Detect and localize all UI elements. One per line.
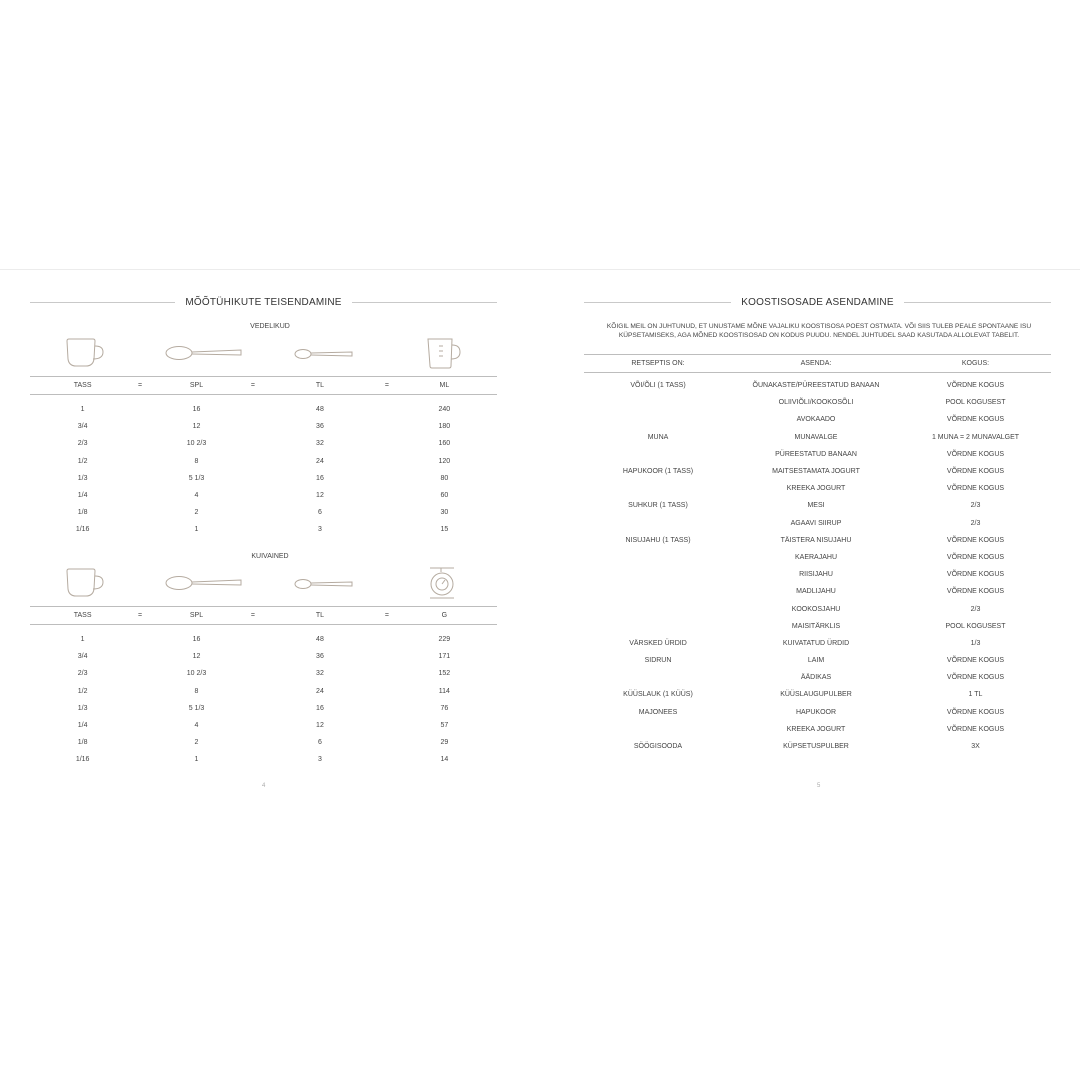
table-row xyxy=(30,487,497,504)
table-cell: SÖÖGISOODA xyxy=(633,743,683,751)
table-cell: 160 xyxy=(438,440,451,448)
col-header-spl: SPL xyxy=(189,382,204,389)
table-cell: KREEKA JOGURT xyxy=(786,485,846,493)
cup-icon xyxy=(64,337,106,369)
col-header-equals: = xyxy=(138,612,143,619)
col-header-replace: ASENDA: xyxy=(800,360,832,367)
table-cell: VÕRDNE KOGUS xyxy=(946,485,1005,493)
table-cell: KÜPSETUSPULBER xyxy=(783,743,849,751)
table-cell: 60 xyxy=(440,492,449,500)
table-row xyxy=(584,721,1051,738)
col-header-tl: TL xyxy=(315,612,325,619)
table-row xyxy=(584,549,1051,566)
table-cell: SIDRUN xyxy=(644,657,672,665)
table-cell: HAPUKOOR (1 TASS) xyxy=(622,468,694,476)
table-cell: PÜREESTATUD BANAAN xyxy=(775,450,857,458)
table-row xyxy=(584,618,1051,635)
table-cell: MUNAVALGE xyxy=(794,433,838,441)
table-row xyxy=(30,521,497,538)
table-cell: MADLIJAHU xyxy=(796,588,836,596)
table-row xyxy=(584,600,1051,617)
table-cell: 36 xyxy=(316,423,324,431)
table-row xyxy=(584,583,1051,600)
table-cell: 3 xyxy=(318,526,322,534)
table-cell: 1 xyxy=(194,526,199,534)
col-header-recipe-has: RETSEPTIS ON: xyxy=(631,360,685,367)
table-cell: 10 2/3 xyxy=(186,670,207,678)
table-cell: 12 xyxy=(192,423,201,431)
table-cell: 32 xyxy=(316,440,324,448)
col-header-spl: SPL xyxy=(189,612,204,619)
table-cell: MAJONEES xyxy=(638,708,678,716)
table-cell: 16 xyxy=(316,704,324,712)
table-cell: VÕRDNE KOGUS xyxy=(946,416,1005,424)
table-row xyxy=(30,700,497,717)
table-cell: 1/16 xyxy=(75,756,90,764)
table-cell: KREEKA JOGURT xyxy=(786,725,846,733)
substitution-table-body xyxy=(584,373,1051,755)
table-cell: AVOKAADO xyxy=(796,416,836,424)
liquids-subhead: VEDELIKUD xyxy=(250,323,290,330)
table-cell: 1/8 xyxy=(77,739,88,747)
table-cell: 57 xyxy=(440,722,449,730)
table-cell: VÕRDNE KOGUS xyxy=(946,382,1005,390)
table-cell: 1/2 xyxy=(77,457,88,465)
table-cell: 2 xyxy=(194,739,199,747)
dry-table-header xyxy=(30,606,497,625)
table-cell: 30 xyxy=(440,509,449,517)
table-cell: 1/4 xyxy=(77,722,88,730)
table-cell: 12 xyxy=(316,492,324,500)
table-cell: 1/16 xyxy=(75,526,90,534)
page-title: KOOSTISOSADE ASENDAMINE xyxy=(741,296,894,308)
table-cell: KUIVATATUD ÜRDID xyxy=(782,639,850,647)
table-cell: 80 xyxy=(440,474,449,482)
table-cell: VÕRDNE KOGUS xyxy=(946,571,1005,579)
table-cell: 2/3 xyxy=(77,440,88,448)
col-header-amount: KOGUS: xyxy=(961,360,990,367)
table-cell: 2/3 xyxy=(970,502,981,510)
table-cell: MUNA xyxy=(647,433,669,441)
table-cell: KÜÜSLAUK (1 KÜÜS) xyxy=(623,691,693,699)
col-header-equals: = xyxy=(250,612,256,619)
table-cell: 114 xyxy=(438,687,450,695)
table-row xyxy=(584,497,1051,514)
col-header-equals: = xyxy=(384,612,389,619)
table-cell: 76 xyxy=(440,704,449,712)
kitchen-scale-icon xyxy=(424,565,460,601)
table-row xyxy=(584,480,1051,497)
tablespoon-icon xyxy=(165,575,243,591)
table-cell: 3X xyxy=(971,743,980,751)
table-cell: POOL KOGUSEST xyxy=(945,399,1006,407)
page-title: MÕÕTÜHIKUTE TEISENDAMINE xyxy=(185,296,342,308)
table-cell: 6 xyxy=(318,739,322,747)
table-row xyxy=(30,470,497,487)
table-row xyxy=(30,734,497,751)
table-cell: 16 xyxy=(192,636,201,644)
table-cell: MESI xyxy=(807,502,825,510)
table-cell: VÕRDNE KOGUS xyxy=(946,657,1005,665)
table-cell: TÄISTERA NISUJAHU xyxy=(780,536,852,544)
table-cell: 3/4 xyxy=(77,423,88,431)
table-row xyxy=(584,652,1051,669)
table-cell: VÕRDNE KOGUS xyxy=(946,674,1005,682)
substitution-table xyxy=(584,354,1051,755)
tablespoon-icon xyxy=(165,345,243,361)
table-row xyxy=(584,738,1051,755)
table-cell: 3/4 xyxy=(77,653,88,661)
table-cell: LAIM xyxy=(807,657,825,665)
table-row xyxy=(30,717,497,734)
table-row xyxy=(30,435,497,452)
table-cell: 180 xyxy=(438,423,451,431)
col-header-g: G xyxy=(441,612,448,619)
table-cell: 4 xyxy=(194,722,199,730)
right-section-title xyxy=(584,295,1051,309)
table-row xyxy=(584,446,1051,463)
table-cell: 3 xyxy=(318,756,322,764)
table-cell: 152 xyxy=(438,670,451,678)
table-cell: 14 xyxy=(440,756,449,764)
table-cell: 48 xyxy=(316,636,324,644)
substitution-table-header xyxy=(584,354,1051,373)
dry-subhead: KUIVAINED xyxy=(251,553,289,560)
left-page xyxy=(0,270,540,810)
page-number-left: 4 xyxy=(262,783,266,789)
table-cell: KÜÜSLAUGUPULBER xyxy=(780,691,852,699)
table-cell: 2 xyxy=(194,509,199,517)
table-cell: 6 xyxy=(318,509,322,517)
table-cell: 2/3 xyxy=(970,605,981,613)
table-cell: 120 xyxy=(438,457,451,465)
table-cell: 1 MUNA = 2 MUNAVALGET xyxy=(931,433,1020,441)
table-cell: 1/3 xyxy=(77,474,88,482)
col-header-equals: = xyxy=(250,382,256,389)
table-row xyxy=(30,453,497,470)
table-row xyxy=(584,463,1051,480)
table-row xyxy=(30,683,497,700)
left-section-title xyxy=(30,295,497,309)
table-row xyxy=(30,418,497,435)
table-cell: HAPUKOOR xyxy=(795,708,837,716)
table-cell: 5 1/3 xyxy=(188,474,205,482)
col-header-ml: ML xyxy=(439,382,450,389)
table-cell: 229 xyxy=(438,636,451,644)
table-cell: VÄRSKED ÜRDID xyxy=(629,639,687,647)
table-cell: OLIIVIÕLI/KOOKOSÕLI xyxy=(778,399,854,407)
table-row xyxy=(584,394,1051,411)
right-page xyxy=(540,270,1080,810)
table-cell: KOOKOSJAHU xyxy=(791,605,841,613)
table-cell: ÄÄDIKAS xyxy=(800,674,832,682)
table-cell: 16 xyxy=(316,474,324,482)
teaspoon-icon xyxy=(294,348,354,360)
col-header-tass: TASS xyxy=(73,612,92,619)
intro-paragraph: KÕIGIL MEIL ON JUHTUNUD, ET UNUSTAME MÕNE VAJALIKU KOOSTISOSA POEST OSTMATA. VÕI SIIS TULEB PEALE SPONTAANE ISU KÜPSETAMISEKS, AGA MÕNED KOOSTISOSAD ON KODUS PUUDU. NENDEL JUHTUDEL SAAD KASUTADA ALLOLEVAT TABELIT. xyxy=(606,323,1032,339)
dry-table xyxy=(30,606,497,769)
table-cell: MAITSESTAMATA JOGURT xyxy=(772,468,860,476)
table-cell: VÕRDNE KOGUS xyxy=(946,725,1005,733)
table-cell: 1/3 xyxy=(970,639,981,647)
table-cell: 1 xyxy=(80,406,85,414)
table-cell: 1 xyxy=(194,756,199,764)
table-row xyxy=(584,377,1051,394)
table-cell: 240 xyxy=(438,406,451,414)
table-cell: KAERAJAHU xyxy=(794,553,837,561)
table-cell: NISUJAHU (1 TASS) xyxy=(625,536,691,544)
table-cell: 24 xyxy=(316,687,324,695)
table-cell: AGAAVI SIIRUP xyxy=(790,519,842,527)
table-cell: 1/3 xyxy=(77,704,88,712)
teaspoon-icon xyxy=(294,578,354,590)
table-cell: VÕI/ÕLI (1 TASS) xyxy=(630,382,686,390)
table-cell: 24 xyxy=(316,457,324,465)
table-cell: SUHKUR (1 TASS) xyxy=(628,502,688,510)
table-row xyxy=(584,411,1051,428)
table-cell: POOL KOGUSEST xyxy=(945,622,1006,630)
table-row xyxy=(30,648,497,665)
table-cell: 29 xyxy=(440,739,449,747)
table-cell: 2/3 xyxy=(970,519,981,527)
table-cell: RIISIJAHU xyxy=(799,571,833,579)
col-header-equals: = xyxy=(384,382,389,389)
col-header-tass: TASS xyxy=(73,382,92,389)
table-row xyxy=(30,401,497,418)
table-cell: 1/4 xyxy=(77,492,88,500)
table-cell: 48 xyxy=(316,406,324,414)
table-cell: 10 2/3 xyxy=(186,440,207,448)
table-cell: 15 xyxy=(440,526,449,534)
table-cell: 1 TL xyxy=(968,691,983,699)
page-number-right: 5 xyxy=(817,783,821,789)
table-row xyxy=(584,532,1051,549)
table-cell: 12 xyxy=(316,722,324,730)
measuring-jug-icon xyxy=(424,336,464,370)
table-cell: 36 xyxy=(316,653,324,661)
table-cell: 16 xyxy=(192,406,201,414)
table-row xyxy=(30,751,497,768)
table-cell: VÕRDNE KOGUS xyxy=(946,708,1005,716)
table-cell: 1/8 xyxy=(77,509,88,517)
table-cell: 1/2 xyxy=(77,687,88,695)
liquids-table-header xyxy=(30,376,497,395)
table-row xyxy=(30,631,497,648)
table-cell: 2/3 xyxy=(77,670,88,678)
table-row xyxy=(584,704,1051,721)
table-cell: VÕRDNE KOGUS xyxy=(946,450,1005,458)
table-row xyxy=(584,566,1051,583)
table-cell: VÕRDNE KOGUS xyxy=(946,588,1005,596)
liquids-table-body xyxy=(30,395,497,539)
table-cell: 171 xyxy=(438,653,451,661)
table-cell: 1 xyxy=(80,636,85,644)
table-row xyxy=(584,635,1051,652)
liquids-table xyxy=(30,376,497,539)
table-cell: VÕRDNE KOGUS xyxy=(946,553,1005,561)
table-cell: 5 1/3 xyxy=(188,704,205,712)
table-cell: MAISITÄRKLIS xyxy=(791,622,841,630)
table-row xyxy=(584,429,1051,446)
cup-icon xyxy=(64,567,106,599)
table-cell: 32 xyxy=(316,670,324,678)
table-row xyxy=(584,669,1051,686)
col-header-tl: TL xyxy=(315,382,325,389)
col-header-equals: = xyxy=(138,382,143,389)
table-cell: ÕUNAKASTE/PÜREESTATUD BANAAN xyxy=(752,382,880,390)
table-cell: 4 xyxy=(194,492,199,500)
table-cell: VÕRDNE KOGUS xyxy=(946,536,1005,544)
table-cell: 8 xyxy=(194,457,199,465)
table-cell: 12 xyxy=(192,653,201,661)
table-row xyxy=(584,515,1051,532)
table-row xyxy=(30,665,497,682)
dry-table-body xyxy=(30,625,497,769)
table-cell: VÕRDNE KOGUS xyxy=(946,468,1005,476)
table-row xyxy=(584,686,1051,703)
table-row xyxy=(30,504,497,521)
table-cell: 8 xyxy=(194,687,199,695)
